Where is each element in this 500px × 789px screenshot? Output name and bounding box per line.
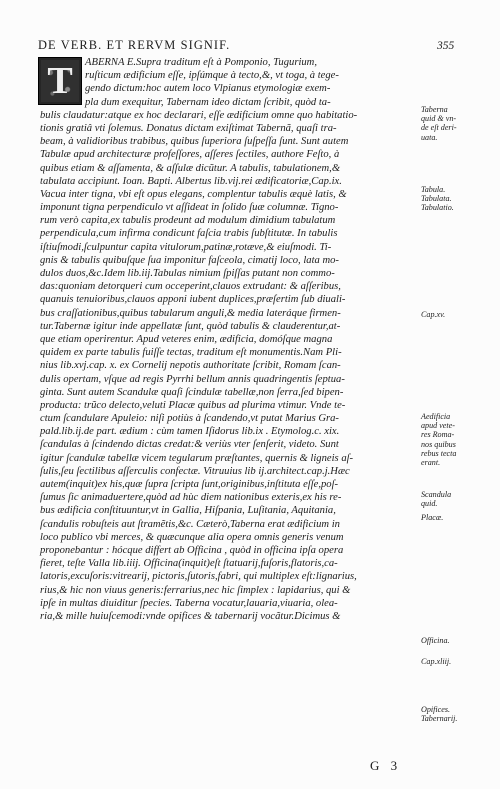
text-line: bulis claudatur:atque ex hoc declarari, eſſe ædificium omne quo habitatio-: [40, 109, 358, 121]
text-line: bus ædificia conſtituuntur,vt in Gallia, Hiſpania, Luſitania, Aquitania,: [40, 505, 336, 517]
text-line: que etiam operirentur. Apud veteres enim, ædificia, domóſque magna: [40, 333, 333, 345]
margin-note-line: nos quibus: [421, 439, 456, 449]
margin-note-line: Officina.: [421, 636, 450, 645]
margin-note-line: Opifices.: [421, 705, 450, 714]
margin-note-line: de eſt deri-: [421, 123, 457, 133]
margin-note-line: Tabulatio.: [421, 203, 454, 213]
text-line: rum verò capita,ex tabulis prodeunt ad modulum dimidium tabulatum: [40, 215, 336, 227]
text-line: iſtiuſmodi,ſculpuntur capita vitulorum,patinæ,rotæve,& eiuſmodi. Ti-: [40, 241, 332, 253]
text-line: tur.Tabernæ igitur inde appellatæ ſunt, quòd tabulis & clauderentur,at-: [40, 320, 341, 332]
text-line: pla dum exequitur, Tabernam ideo dictam ſcribit, quòd ta-: [85, 96, 331, 108]
margin-note-line: Placæ.: [421, 513, 444, 522]
body-text: [40, 56, 418, 623]
margin-note-line: Tabulata.: [421, 194, 452, 204]
text-line: Tabulæ apud architecturæ profeſſores, aſſeres ſectiles, authore Feſto, à: [40, 149, 340, 161]
margin-note-line: Cap.xliij.: [421, 657, 452, 666]
running-head: DE VERB. ET RERVM SIGNIF.: [38, 38, 231, 52]
text-line: dulos duos,&c.Idem lib.iij.Tabulas nimium ſpiſſas putant non commo-: [40, 268, 335, 279]
text-line: tionis gratiâ vti ſolemus. Donatus dictam exiſtimat Tabernã, quaſi tra-: [40, 122, 337, 134]
text-line: ſumus ſic animaduertere,quòd ad hùc diem nationibus exteris,ex his re-: [40, 492, 342, 504]
text-line: loco publico vbi merces, & quæcunque alia opera omnis generis venum: [40, 531, 344, 543]
margin-note-line: Taberna: [421, 105, 448, 114]
text-line: ſcandulis robuſteis aut ſtramẽtis,&c. Cæterò,Taberna erat ædificium in: [40, 518, 340, 530]
text-line: autem(inquit)ex his,quæ ſupra ſcripta ſunt,originibus,inſtituta eſſe,poſ-: [40, 479, 339, 490]
text-line: producta: trũco delecto,veluti Placæ quibus ad plurima vtimur. Vnde te-: [40, 399, 346, 411]
margin-note-line: erant.: [421, 458, 441, 468]
text-line: ruſticum ædificium eſſe, ipſúmque à tecto,&, vt toga, à tege-: [85, 70, 339, 82]
margin-note: [421, 636, 499, 645]
margin-note-line: Tabernarij.: [421, 714, 458, 724]
text-line: proponebantur : hócque differt ab Officina , quòd in officina ipſa opera: [40, 544, 344, 556]
initial-letter: T: [47, 60, 73, 102]
margin-note: [421, 490, 499, 508]
text-line: quibus etiam & aſſamenta, & aſſulæ dicũtur. A tabulis, tabulationem,&: [40, 162, 341, 174]
text-line: rius,& hic non viuus generis:ferrarius,nec hic ſimplex : lapidarius, qui &: [40, 584, 351, 596]
margin-note-line: Cap.xv.: [421, 310, 446, 319]
margin-note: [421, 513, 499, 522]
text-line: ſcandulas à ſcindendo dictas credat:& veriùs vter ſenſerit, videto. Sunt: [40, 439, 339, 451]
text-line: nius lib.xvj.cap. x. ex Cornelij nepotis authoritate ſcribit, Romam ſcan-: [40, 360, 341, 372]
margin-note-line: Tabula.: [421, 185, 446, 194]
margin-note: [421, 105, 499, 142]
margin-note: [421, 657, 499, 666]
text-line: ABERNA E.Supra traditum eſt à Pomponio, Tugurium,: [85, 57, 317, 68]
margin-note-line: uata.: [421, 132, 438, 142]
text-line: gendo dictum:hoc autem loco Vlpianus etymologiæ exem-: [85, 83, 331, 95]
text-line: bus craſſationibus,quibus tabularum anguli,& media lateráque firmen-: [40, 307, 341, 319]
text-line: ria,& mille huiuſcemodi:vnde opifices & tabernarij vocãtur.Dicimus &: [40, 610, 341, 622]
margin-note: [421, 412, 499, 467]
margin-note-line: res Roma-: [421, 430, 455, 440]
text-line: ipſe in multas diuiditur ſpecies. Taberna vocatur,lauaria,viuaria, olea-: [40, 597, 338, 609]
margin-note-line: quid & vn-: [421, 114, 457, 124]
text-line: igitur ſcandulæ tabellæ vicem tegularum præſtantes, quernis & ligneis aſ-: [40, 452, 354, 464]
margin-note: [421, 185, 499, 213]
margin-note-line: apud vete-: [421, 421, 455, 431]
text-line: dulis opertam, vſque ad regis Pyrrhi bellum annis quadringentis ſeptua-: [40, 373, 345, 385]
margin-note-line: quid.: [421, 499, 438, 509]
text-line: latoris,excuſoris:vitrearij, pictoris,ſutoris,fabri, qui multiplex eſt:lignarius,: [40, 571, 357, 583]
text-line: perpendicula,cum infirma condicunt faſcia trabis ſubſtitutæ. In tabulis: [40, 228, 338, 240]
text-line: imponunt tigna perpendiculo vt aſſideat in ſolido ſuæ columnæ. Tigno-: [40, 202, 339, 214]
text-line: quanuis tenuioribus,clauos apponi iubent duplices,præſertim ſub diuali-: [40, 294, 346, 306]
text-line: ctum ſcandulare Apuleio: niſi potiùs à ſcandendo,vt putat Marius Gra-: [40, 413, 339, 425]
margin-note: [421, 705, 499, 723]
text-line: Vacua inter tigna, vbi eſt opus elegans, complentur tabulis æquè latis, &: [40, 188, 347, 200]
text-line: fieret, teſte Valla lib.iiij. Officina(inquit)eſt ſtatuarij,fuſoris,flatoris,ca-: [40, 558, 338, 570]
text-line: gnis & tabulis quibuſque ſua imponitur faſceola, cimatij loco, lata mo-: [40, 254, 339, 266]
margin-note-line: Aedificia: [421, 412, 451, 421]
text-line: quidem ex parte tabulis fuiſſe tectas, traditum eſt monumentis.Nam Pli-: [40, 347, 342, 359]
text-line: ginta. Sunt autem Scandulæ quaſi ſcindulæ tabellæ,non ſerra,ſed bipen-: [40, 386, 344, 398]
margin-note: [421, 310, 499, 319]
margin-note-line: Scandula: [421, 490, 452, 499]
text-line: beam, à validioribus trabibus, quibus ſuperiora ſuſpeſſa ſunt. Sunt autem: [40, 136, 349, 148]
text-line: ſulis,ſeu ſectilibus aſſerculis confectæ. Vitruuius lib ij.architect.cap.j.Hæc: [40, 465, 350, 477]
text-line: das:quoniam detorqueri cum occeperint,clauos extrudant: & aſſeribus,: [40, 281, 341, 293]
margin-note-line: rebus tecta: [421, 448, 457, 458]
text-line: pald.lib.ij.de part. ædium : cùm tamen Iſidorus lib.ix . Etymolog.c. xix.: [40, 426, 340, 438]
signature-mark: G 3: [370, 758, 402, 773]
text-line: tabulata accipiunt. Ioan. Bapti. Albertus lib.vij.rei ædificatoriæ,Cap.ix.: [40, 175, 342, 187]
page-number: 355: [437, 40, 455, 52]
